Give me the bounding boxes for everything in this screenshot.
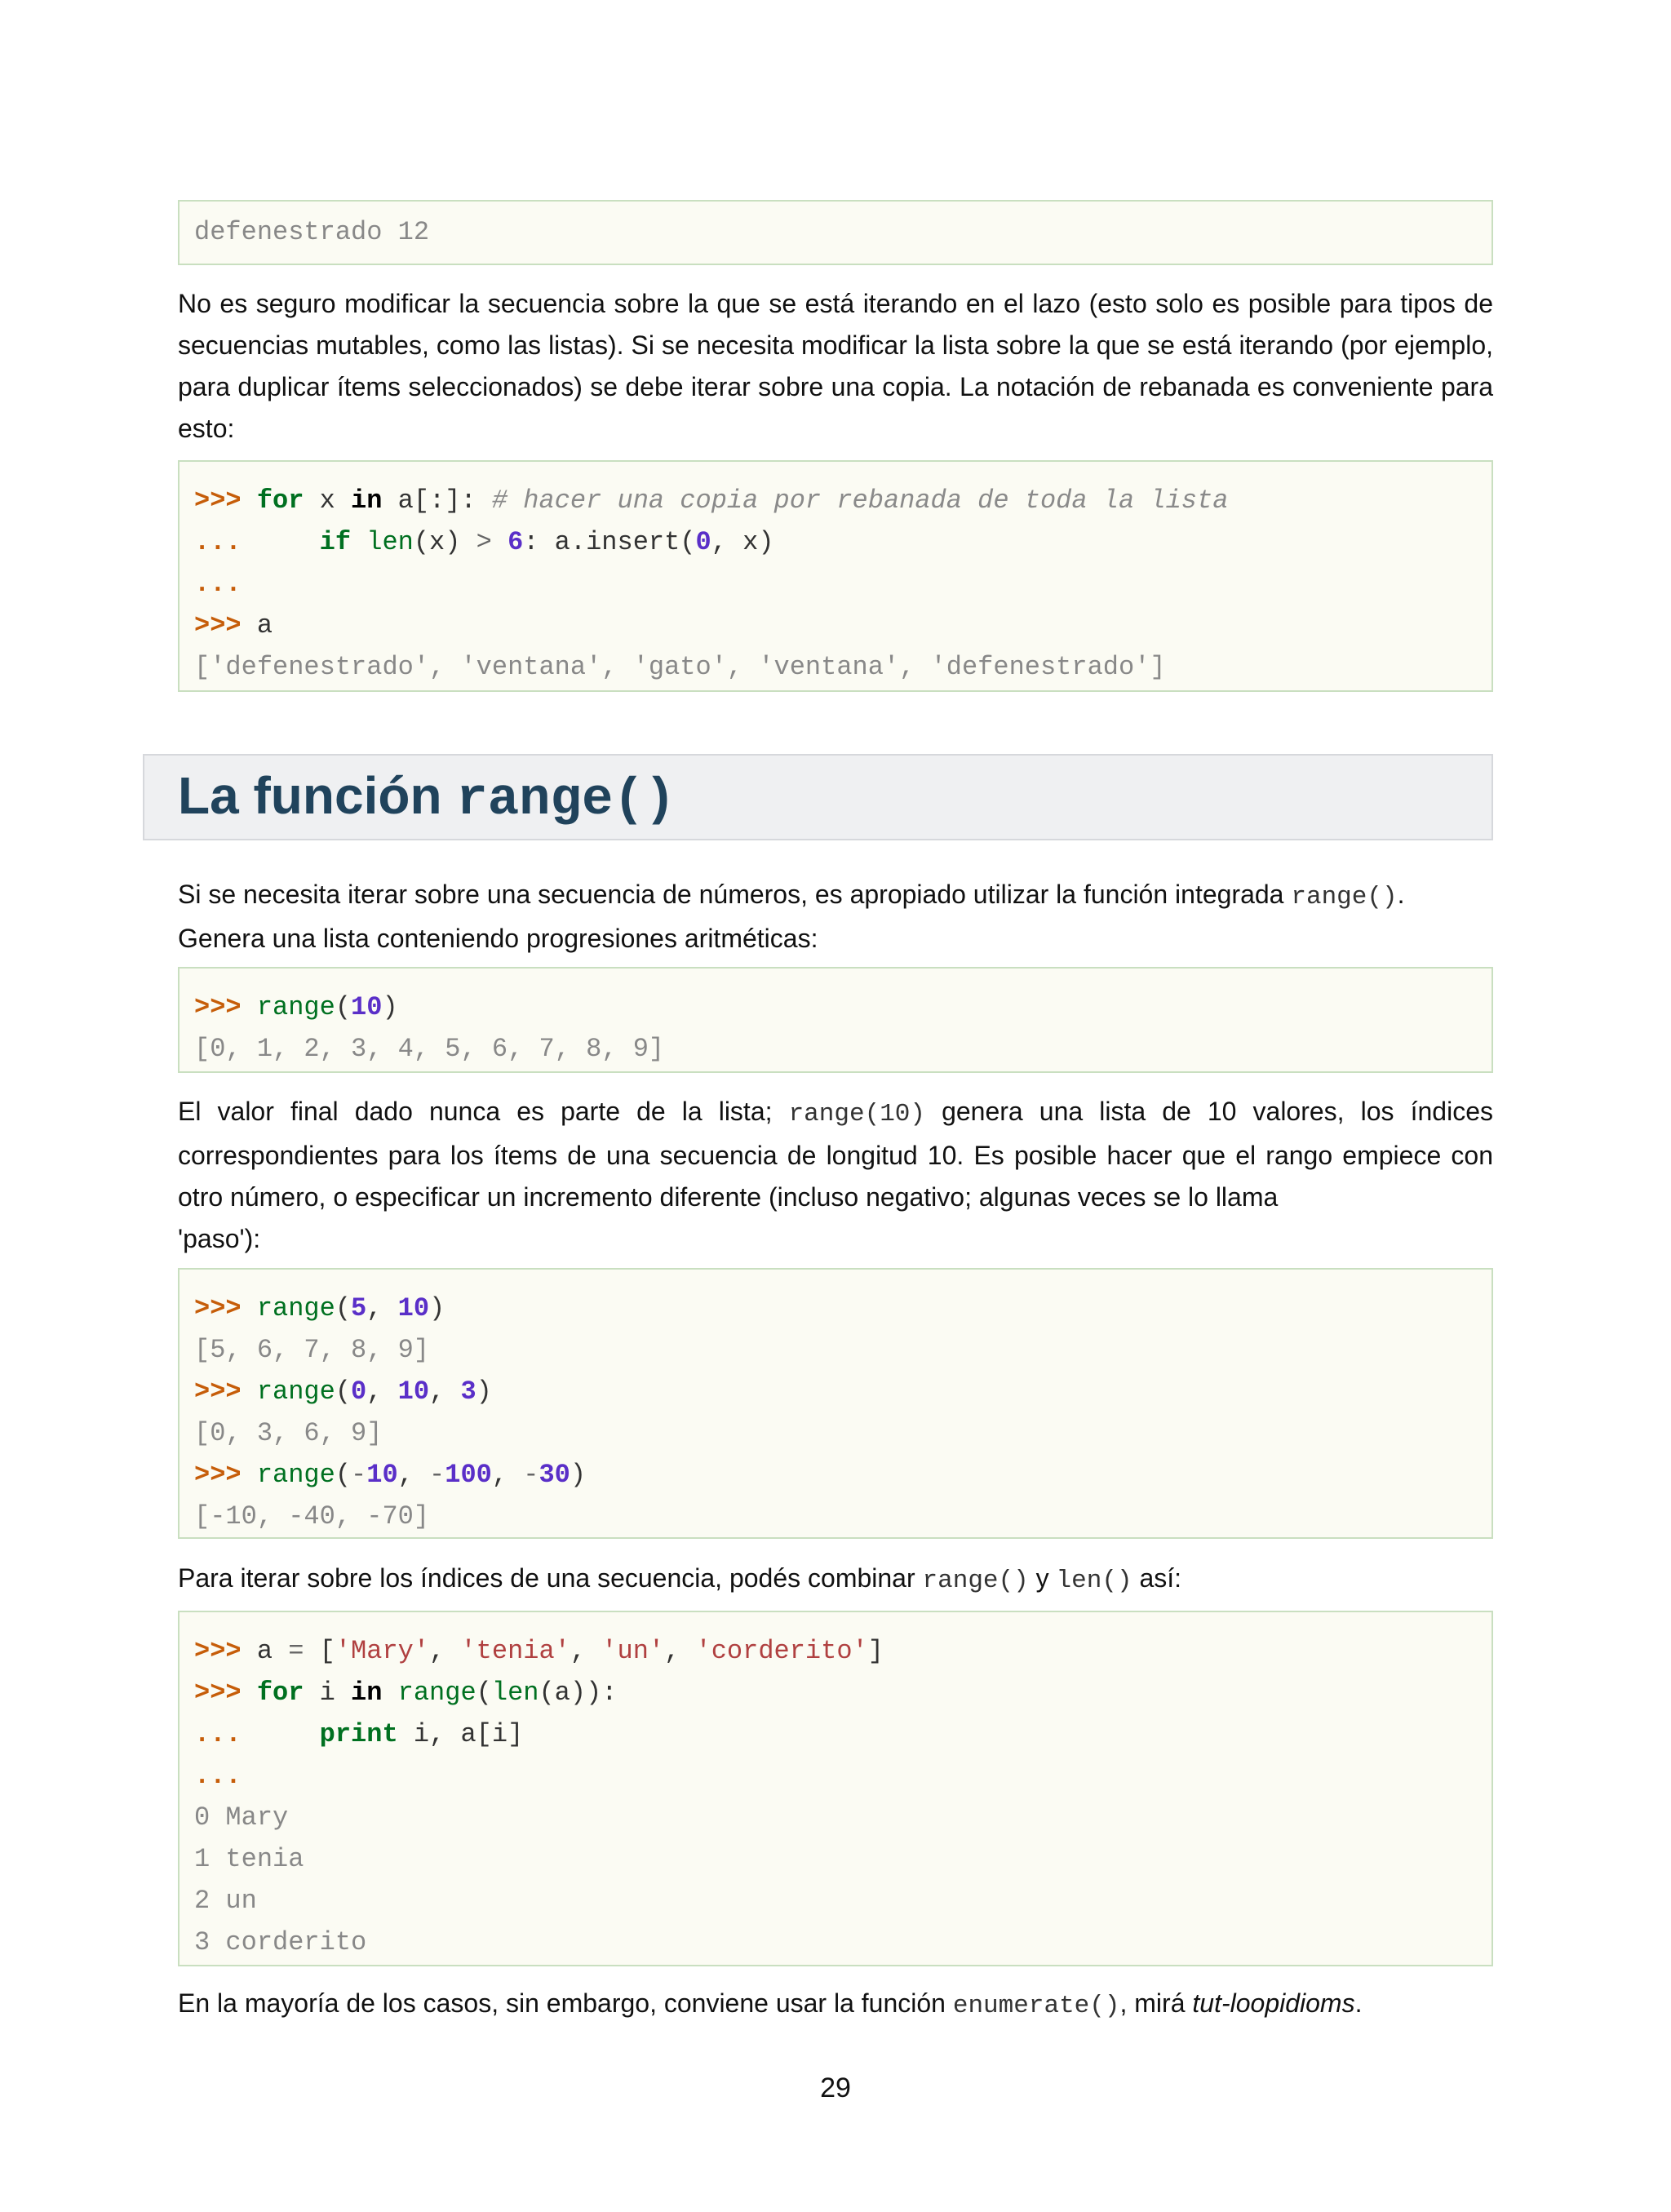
section-title: La función range() [178, 766, 676, 830]
code-output: ['defenestrado', 'ventana', 'gato', 'ventana', 'defenestrado'] [194, 652, 1166, 682]
paragraph: Si se necesita iterar sobre una secuencia de números, es apropiado utilizar la función integrada range(). Genera una lista conteniendo progresiones aritméticas: [178, 880, 1405, 953]
inline-code: range(10) [788, 1100, 926, 1128]
page-number: 29 [820, 2072, 851, 2103]
paragraph: El valor final dado nunca es parte de la lista; range(10) genera una lista de 10 valores, los índices correspondientes para los ítems de una secuencia de longitud 10. Es posible hacer que el rango empiece con otro número, o especificar un incremento diferente (incluso negativo; algunas veces se lo llama 'paso'): [178, 1097, 1494, 1253]
cross-reference[interactable]: tut-loopidioms [1192, 1988, 1355, 2018]
inline-code: len() [1056, 1567, 1132, 1595]
section-title-code: range() [456, 771, 676, 830]
code-block-range-variants: >>> range(5, 10) [5, 6, 7, 8, 9] >>> range(0, 10, 3) [0, 3, 6, 9] >>> range(-10, -100, -30) [-10, -40, -70] [178, 1268, 1493, 1539]
inline-code: range() [922, 1567, 1029, 1595]
paragraph: En la mayoría de los casos, sin embargo, conviene usar la función enumerate(), mirá tut-loopidioms. [178, 1988, 1363, 2020]
paragraph: Para iterar sobre los índices de una secuencia, podés combinar range() y len() así: [178, 1563, 1182, 1595]
code-output: defenestrado 12 [194, 217, 430, 247]
code-block-output [178, 200, 1493, 265]
code-block-range: >>> range(10) [0, 1, 2, 3, 4, 5, 6, 7, 8, 9] [178, 967, 1493, 1073]
code-output: [0, 1, 2, 3, 4, 5, 6, 7, 8, 9] [194, 1034, 665, 1064]
section-heading-box [143, 754, 1493, 840]
inline-code: enumerate() [952, 1992, 1120, 2020]
paragraph: No es seguro modificar la secuencia sobre la que se está iterando en el lazo (esto solo es posible para tipos de secuencias mutables, como las listas). Si se necesita modificar la lista sobre la que se está iterando (por ejemplo, para duplicar ítems seleccionados) se debe iterar sobre una copia. La notación de rebanada es conveniente para esto: [178, 289, 1493, 443]
inline-code: range() [1291, 883, 1398, 911]
code-comment: # hacer una copia por rebanada de toda la lista [491, 485, 1229, 516]
code-block-enumerate-indices: >>> a = ['Mary', 'tenia', 'un', 'corderito'] >>> for i in range(len(a)): ... print i, a[i] ... 0 Mary 1 tenia 2 un 3 corderito [178, 1611, 1493, 1966]
code-block-slice-copy: >>> for x in a[:]: # hacer una copia por rebanada de toda la lista ... if len(x) > 6: a.insert(0, x) ... >>> a ['defenestrado', 'ventana', 'gato', 'ventana', 'defenestrado'] [178, 460, 1493, 692]
